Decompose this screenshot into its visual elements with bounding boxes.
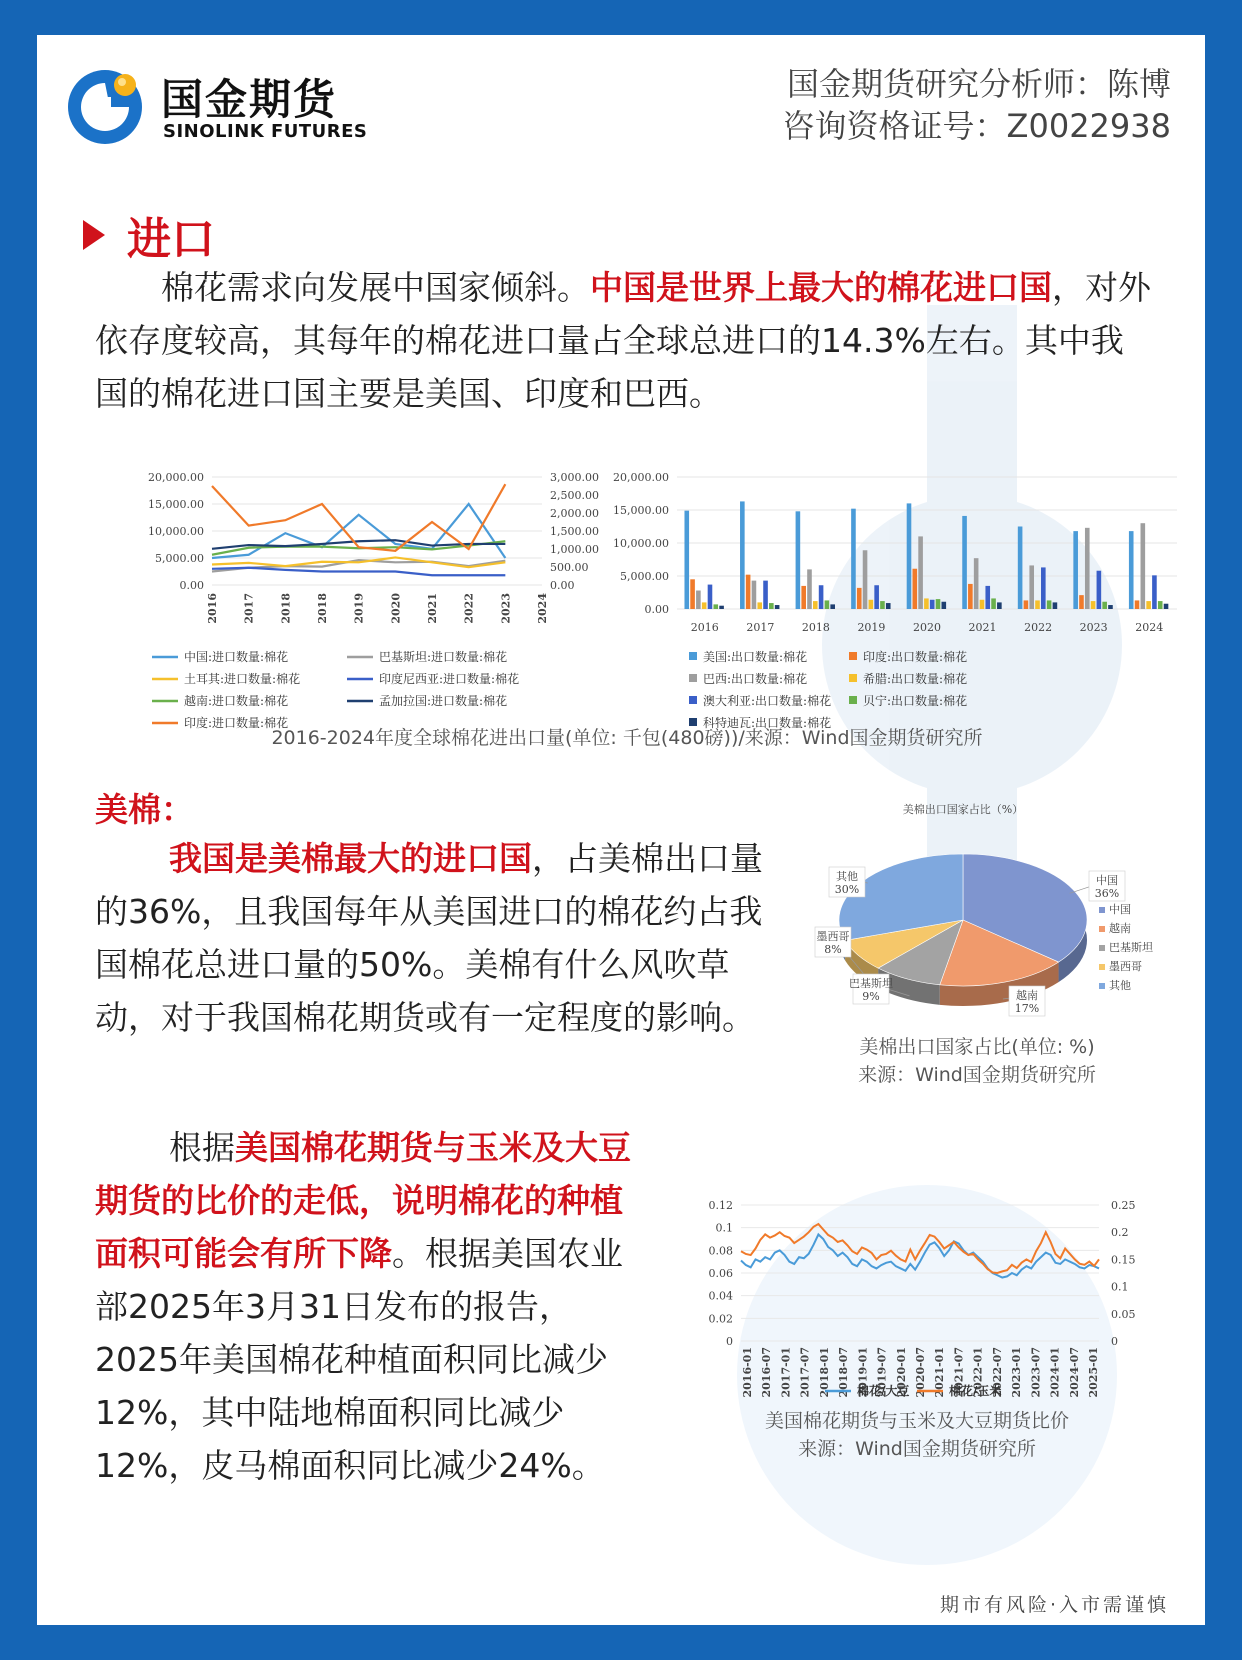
paragraph-price-ratio xyxy=(95,1121,655,1492)
x-tick-label: 2023 xyxy=(499,593,513,624)
x-tick-label: 2019 xyxy=(857,621,886,634)
bar-0-6 xyxy=(1018,527,1023,610)
y-right-tick-label: 0.2 xyxy=(1111,1226,1129,1240)
x-tick-label: 2022 xyxy=(462,593,476,624)
bar-5-4 xyxy=(936,599,941,609)
bar-5-3 xyxy=(880,601,885,609)
analyst-info xyxy=(783,63,1171,147)
y-tick-label: 10,000.00 xyxy=(613,537,669,550)
page-card xyxy=(37,35,1205,1625)
y-right-tick-label: 1,000.00 xyxy=(550,543,599,556)
bar-1-5 xyxy=(968,584,973,609)
x-tick-label: 2024-01 xyxy=(1048,1347,1062,1398)
x-tick-label: 2021 xyxy=(426,593,439,624)
y-right-tick-label: 0.00 xyxy=(550,579,575,592)
y-left-tick-label: 10,000.00 xyxy=(148,525,204,538)
y-right-tick-label: 2,500.00 xyxy=(550,489,599,502)
bar-2-8 xyxy=(1141,523,1146,609)
caption-pie xyxy=(777,1033,1177,1089)
price-ratio-line-chart xyxy=(665,1145,1165,1405)
x-tick-label: 2023-07 xyxy=(1029,1347,1043,1398)
y-tick-label: 15,000.00 xyxy=(613,504,669,517)
x-tick-label: 2024 xyxy=(536,593,549,624)
bar-1-8 xyxy=(1135,600,1140,609)
bar-6-6 xyxy=(1053,602,1058,609)
x-tick-label: 2016-01 xyxy=(741,1347,754,1398)
y-right-tick-label: 500.00 xyxy=(550,561,589,574)
pie-legend-label: 其他 xyxy=(1109,979,1131,992)
x-tick-label: 2018-01 xyxy=(817,1347,831,1398)
us-export-pie-chart xyxy=(777,795,1177,1025)
bar-2-2 xyxy=(807,569,812,609)
bar-5-7 xyxy=(1102,602,1107,609)
para3-text-b: 。根据美国农业部2025年3月31日发布的报告，2025年美国棉花种植面积同比减少12%，其中陆地棉面积同比减少12%，皮马棉面积同比减少24%。 xyxy=(95,1234,623,1485)
bar-5-5 xyxy=(991,598,996,609)
x-tick-label: 2020 xyxy=(389,593,403,624)
bar-4-5 xyxy=(985,586,990,609)
para1-text-b: ，对外依存度较高，其每年的棉花进口量占全球总进口的14.3%左右。其中我国的棉花进口国主要是美国、印度和巴西。 xyxy=(95,268,1151,413)
pie-label-value: 30% xyxy=(834,883,860,896)
bar-4-0 xyxy=(708,585,713,609)
legend-label: 美国:出口数量:棉花 xyxy=(703,650,808,664)
pie-legend-swatch xyxy=(1099,907,1105,913)
para3-highlight: 美国棉花期货与玉米及大豆期货的比价的走低，说明棉花的种植面积可能会有所下降 xyxy=(95,1128,631,1273)
bar-5-8 xyxy=(1158,601,1163,609)
legend-swatch xyxy=(689,674,697,682)
y-left-tick-label: 0.02 xyxy=(708,1312,733,1326)
y-left-tick-label: 0.06 xyxy=(708,1267,733,1280)
bar-0-5 xyxy=(962,516,967,609)
y-tick-label: 5,000.00 xyxy=(620,570,669,583)
x-tick-label: 2025-01 xyxy=(1087,1347,1100,1398)
paragraph-us-cotton xyxy=(95,832,765,1044)
bar-2-1 xyxy=(752,581,757,609)
pie-legend-swatch xyxy=(1099,983,1105,989)
bar-4-1 xyxy=(763,581,768,609)
x-tick-label: 2018-07 xyxy=(837,1347,851,1398)
para3-text-a: 根据 xyxy=(169,1128,235,1167)
pie-label-value: 36% xyxy=(1094,887,1120,900)
y-left-tick-label: 0.1 xyxy=(715,1221,733,1235)
pie-label-name: 其他 xyxy=(836,870,858,883)
x-tick-label: 2017 xyxy=(746,621,775,634)
legend-label: 印度尼西亚:进口数量:棉花 xyxy=(379,672,520,686)
bar-2-5 xyxy=(974,558,979,609)
bar-3-4 xyxy=(924,598,929,609)
y-left-tick-label: 5,000.00 xyxy=(155,552,204,565)
y-left-tick-label: 0.04 xyxy=(708,1289,733,1303)
bar-1-7 xyxy=(1079,595,1084,609)
x-tick-label: 2018 xyxy=(801,621,830,634)
x-tick-label: 2022 xyxy=(1024,621,1053,634)
y-left-tick-label: 20,000.00 xyxy=(148,471,204,484)
pie-label-name: 墨西哥 xyxy=(816,930,850,943)
bar-4-4 xyxy=(930,600,935,609)
para1-text-a: 棉花需求向发展中国家倾斜。 xyxy=(161,268,590,307)
bar-3-7 xyxy=(1091,601,1096,609)
bar-4-3 xyxy=(874,585,879,609)
bar-2-7 xyxy=(1085,528,1090,609)
y-tick-label: 0.00 xyxy=(644,603,669,616)
legend-swatch xyxy=(849,674,857,682)
bar-1-0 xyxy=(690,579,695,609)
legend-label: 印度:出口数量:棉花 xyxy=(863,650,968,664)
x-tick-label: 2016 xyxy=(206,593,219,624)
bar-0-7 xyxy=(1073,531,1078,609)
y-left-tick-label: 0 xyxy=(726,1335,733,1348)
bar-6-8 xyxy=(1164,604,1169,609)
section-title-text: 进口 xyxy=(127,214,215,265)
x-tick-label: 2019-07 xyxy=(875,1347,889,1398)
analyst-license: 咨询资格证号：Z0022938 xyxy=(782,107,1171,145)
bar-2-4 xyxy=(918,536,923,609)
pie-label-name: 越南 xyxy=(1016,989,1038,1002)
y-right-tick-label: 1,500.00 xyxy=(550,525,599,538)
bar-0-8 xyxy=(1129,531,1134,609)
legend-label: 澳大利亚:出口数量:棉花 xyxy=(703,694,832,708)
bar-3-3 xyxy=(869,600,874,609)
bar-1-4 xyxy=(913,569,918,609)
legend-label: 贝宁:出口数量:棉花 xyxy=(863,694,968,708)
bar-6-0 xyxy=(719,606,724,609)
legend-label: 巴基斯坦:进口数量:棉花 xyxy=(379,650,508,664)
y-tick-label: 20,000.00 xyxy=(613,471,669,484)
x-tick-label: 2017-07 xyxy=(798,1347,812,1398)
pie-label-value: 9% xyxy=(862,990,880,1003)
y-right-tick-label: 2,000.00 xyxy=(550,507,599,520)
x-tick-label: 2024-07 xyxy=(1067,1347,1081,1398)
bar-0-4 xyxy=(907,503,912,609)
triangle-bullet-icon xyxy=(83,220,105,250)
ratio-legend-label: 棉花/玉米 xyxy=(949,1384,1002,1398)
bar-3-5 xyxy=(980,600,985,609)
caption-ratio xyxy=(667,1407,1167,1463)
y-left-tick-label: 0.08 xyxy=(708,1244,733,1258)
pie-label-name: 巴基斯坦 xyxy=(849,977,893,990)
bar-3-0 xyxy=(702,602,707,609)
y-right-tick-label: 0.05 xyxy=(1111,1307,1136,1321)
x-tick-label: 2022-07 xyxy=(990,1347,1004,1398)
bar-1-3 xyxy=(857,588,862,609)
x-tick-label: 2020-07 xyxy=(914,1347,927,1398)
para2-highlight: 我国是美棉最大的进口国 xyxy=(169,839,532,878)
bar-6-5 xyxy=(997,602,1002,609)
pie-legend-swatch xyxy=(1099,926,1105,932)
y-right-tick-label: 0 xyxy=(1111,1335,1118,1348)
bar-2-3 xyxy=(863,550,868,609)
legend-label: 巴西:出口数量:棉花 xyxy=(703,672,808,686)
legend-swatch xyxy=(849,696,857,704)
paragraph-intro xyxy=(95,261,1155,420)
risk-warning: 期市有风险·入市需谨慎 xyxy=(939,1594,1169,1616)
bar-3-6 xyxy=(1035,600,1040,609)
bar-6-2 xyxy=(830,604,835,609)
pie-legend-label: 墨西哥 xyxy=(1109,960,1142,973)
pie-label-name: 中国 xyxy=(1096,874,1118,887)
y-left-tick-label: 0.00 xyxy=(179,579,204,592)
x-tick-label: 2021 xyxy=(968,621,997,634)
x-tick-label: 2024 xyxy=(1135,621,1164,634)
caption-pie-source: 来源：Wind国金期货研究所 xyxy=(858,1064,1096,1086)
pie-legend-label: 巴基斯坦 xyxy=(1109,941,1153,954)
pie-legend-swatch xyxy=(1099,964,1105,970)
legend-label: 科特迪瓦:出口数量:棉花 xyxy=(703,716,832,730)
y-right-tick-label: 3,000.00 xyxy=(550,471,599,484)
legend-label: 土耳其:进口数量:棉花 xyxy=(184,672,301,686)
legend-swatch xyxy=(849,652,857,660)
bar-4-7 xyxy=(1097,571,1102,609)
legend-label: 希腊:出口数量:棉花 xyxy=(863,672,968,686)
y-left-tick-label: 15,000.00 xyxy=(148,498,204,511)
bar-3-2 xyxy=(813,601,818,609)
logo-chinese: 国金期货 xyxy=(161,75,338,124)
bar-2-0 xyxy=(696,591,701,609)
bar-1-1 xyxy=(746,575,751,609)
analyst-name: 国金期货研究分析师：陈博 xyxy=(786,65,1171,103)
bar-5-2 xyxy=(825,600,830,609)
caption-ratio-title: 美国棉花期货与玉米及大豆期货比价 xyxy=(764,1410,1069,1432)
x-tick-label: 2020-01 xyxy=(894,1347,908,1398)
bar-2-6 xyxy=(1029,565,1034,609)
bar-3-8 xyxy=(1146,601,1151,609)
bar-6-4 xyxy=(942,602,947,609)
caption-ratio-source: 来源：Wind国金期货研究所 xyxy=(798,1438,1036,1460)
x-tick-label: 2019-01 xyxy=(856,1347,870,1398)
x-tick-label: 2019 xyxy=(352,593,366,624)
sinolink-logo xyxy=(67,63,407,153)
bar-0-0 xyxy=(684,511,689,609)
x-tick-label: 2021-01 xyxy=(933,1347,947,1398)
bar-1-2 xyxy=(801,586,806,609)
y-left-tick-label: 0.12 xyxy=(708,1199,733,1212)
subhead-us-cotton: 美棉： xyxy=(95,790,194,829)
x-tick-label: 2018 xyxy=(279,593,293,624)
x-tick-label: 2016 xyxy=(690,621,719,634)
x-tick-label: 2020 xyxy=(913,621,941,634)
caption-pie-title: 美棉出口国家占比(单位: %) xyxy=(859,1036,1095,1058)
y-right-tick-label: 0.1 xyxy=(1111,1280,1129,1294)
bar-4-2 xyxy=(819,585,824,609)
export-bar-chart xyxy=(597,435,1187,730)
pie-legend-label: 越南 xyxy=(1109,922,1131,935)
x-tick-label: 2016-07 xyxy=(760,1347,774,1398)
ratio-series-line-1 xyxy=(741,1224,1099,1273)
x-tick-label: 2018 xyxy=(316,593,329,624)
pie-label-value: 8% xyxy=(824,943,842,956)
legend-label: 中国:进口数量:棉花 xyxy=(184,650,289,664)
logo-english: SINOLINK FUTURES xyxy=(163,121,368,142)
section-title xyxy=(83,203,215,267)
pie-legend-swatch xyxy=(1099,945,1105,951)
series-line-2 xyxy=(212,557,505,567)
legend-swatch xyxy=(689,696,697,704)
bar-5-6 xyxy=(1047,600,1052,609)
x-tick-label: 2017-01 xyxy=(779,1347,793,1398)
pie-label-value: 17% xyxy=(1014,1002,1040,1015)
pie-legend-label: 中国 xyxy=(1109,903,1131,916)
x-tick-label: 2023-01 xyxy=(1010,1347,1024,1398)
series-line-3 xyxy=(212,568,505,576)
bar-4-6 xyxy=(1041,567,1046,609)
bar-6-3 xyxy=(886,603,891,609)
x-tick-label: 2021-07 xyxy=(952,1347,966,1398)
bar-0-2 xyxy=(796,511,801,609)
bar-3-1 xyxy=(757,602,762,609)
legend-label: 孟加拉国:进口数量:棉花 xyxy=(379,694,508,708)
x-tick-label: 2023 xyxy=(1079,621,1108,634)
ratio-series-line-0 xyxy=(741,1234,1099,1277)
legend-swatch xyxy=(689,652,697,660)
bar-1-6 xyxy=(1024,600,1029,609)
bar-0-1 xyxy=(740,501,745,609)
logo-icon xyxy=(67,65,147,145)
bar-0-3 xyxy=(851,509,856,609)
x-tick-label: 2017 xyxy=(242,593,256,624)
bar-6-1 xyxy=(775,605,780,609)
bar-6-7 xyxy=(1108,605,1113,609)
ratio-legend-label: 棉花/大豆 xyxy=(857,1384,910,1398)
pie-title: 美棉出口国家占比（%） xyxy=(902,803,1024,816)
y-right-tick-label: 0.25 xyxy=(1111,1199,1136,1212)
legend-label: 越南:进口数量:棉花 xyxy=(184,694,289,708)
bar-4-8 xyxy=(1152,575,1157,609)
caption-import-export: 2016-2024年度全球棉花进出口量(单位: 千包(480磅))/来源：Wind国金期货研究所 xyxy=(271,727,983,749)
x-tick-label: 2022-01 xyxy=(971,1347,985,1398)
para1-highlight: 中国是世界上最大的棉花进口国 xyxy=(590,268,1052,307)
bar-5-1 xyxy=(769,603,774,609)
y-right-tick-label: 0.15 xyxy=(1111,1253,1136,1267)
bar-5-0 xyxy=(713,604,718,609)
para2-text: ，占美棉出口量的36%，且我国每年从美国进口的棉花约占我国棉花总进口量的50%。美棉有什么风吹草动，对于我国棉花期货或有一定程度的影响。 xyxy=(95,839,763,1037)
import-line-chart xyxy=(92,435,599,730)
legend-label: 印度:进口数量:棉花 xyxy=(184,716,289,730)
